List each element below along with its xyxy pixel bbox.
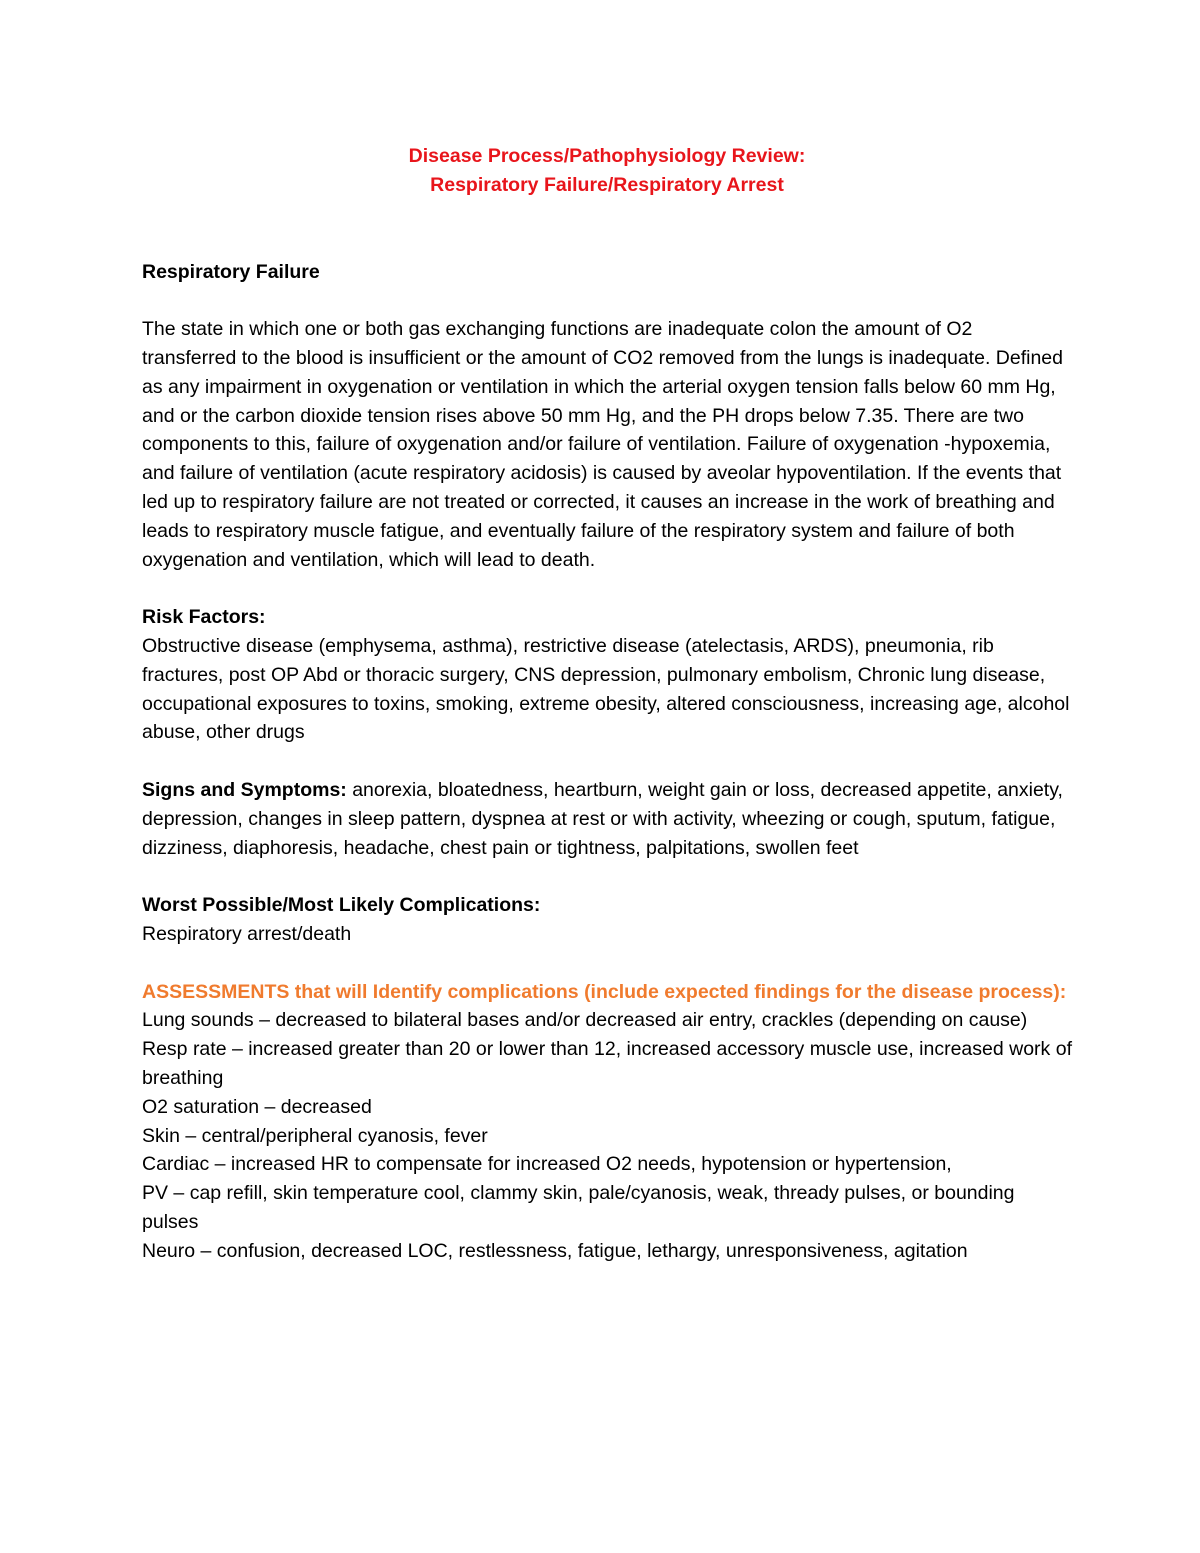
document-title bbox=[142, 142, 1072, 200]
assessment-item: Neuro – confusion, decreased LOC, restlessness, fatigue, lethargy, unresponsiveness, agitation bbox=[142, 1239, 968, 1262]
title-line-1: Disease Process/Pathophysiology Review: bbox=[408, 145, 806, 167]
assessment-item: Skin – central/peripheral cyanosis, fever bbox=[142, 1124, 488, 1147]
respiratory-failure-heading: Respiratory Failure bbox=[142, 260, 320, 283]
risk-factors-body: Obstructive disease (emphysema, asthma), restrictive disease (atelectasis, ARDS), pneumonia, rib fractures, post OP Abd or thoracic surgery, CNS depression, pulmonary embolism, Chronic lung disease, occupational exposures to toxins, smoking, extreme obesity, altered consciousness, increasing age, alcohol abuse, other drugs bbox=[142, 634, 1070, 744]
complications-body: Respiratory arrest/death bbox=[142, 922, 352, 945]
assessment-item: Cardiac – increased HR to compensate for increased O2 needs, hypotension or hypertension, bbox=[142, 1153, 952, 1176]
assessment-item: O2 saturation – decreased bbox=[142, 1095, 372, 1118]
respiratory-failure-body: The state in which one or both gas exchanging functions are inadequate colon the amount of O2 transferred to the blood is insufficient or the amount of CO2 removed from the lungs is inadequate. Defined as any impairment in oxygenation or ventilation in which the arterial oxygen tension falls below 60 mm Hg, and or the carbon dioxide tension rises above 50 mm Hg, and the PH drops below 7.35. There are two components to this, failure of oxygenation and/or failure of ventilation. Failure of oxygenation -hypoxemia, and failure of ventilation (acute respiratory acidosis) is caused by aveolar hypoventilation. If the events that led up to respiratory failure are not treated or corrected, it causes an increase in the work of breathing and leads to respiratory muscle fatigue, and eventually failure of the respiratory system and failure of both oxygenation and ventilation, which will lead to death. bbox=[142, 318, 1063, 571]
signs-symptoms-body: anorexia, bloatedness, heartburn, weight gain or loss, decreased appetite, anxiety, depression, changes in sleep pattern, dyspnea at rest or with activity, wheezing or cough, sputum, fatigue, dizziness, diaphoresis, headache, chest pain or tightness, palpitations, swollen feet bbox=[142, 778, 1063, 859]
assessment-item: Resp rate – increased greater than 20 or lower than 12, increased accessory muscle use, increased work of breathing bbox=[142, 1038, 1072, 1089]
assessment-item: Lung sounds – decreased to bilateral bases and/or decreased air entry, crackles (depending on cause) bbox=[142, 1009, 1028, 1032]
complications-heading: Worst Possible/Most Likely Complications: bbox=[142, 894, 541, 917]
document-page bbox=[142, 142, 1072, 1265]
risk-factors-heading: Risk Factors: bbox=[142, 606, 266, 629]
signs-symptoms-paragraph bbox=[142, 776, 1072, 862]
signs-symptoms-heading: Signs and Symptoms: bbox=[142, 778, 347, 801]
assessment-item: PV – cap refill, skin temperature cool, clammy skin, pale/cyanosis, weak, thready pulses, or bounding pulses bbox=[142, 1182, 1015, 1233]
assessments-heading: ASSESSMENTS that will Identify complications (include expected findings for the disease process): bbox=[142, 980, 1067, 1003]
title-line-2: Respiratory Failure/Respiratory Arrest bbox=[430, 173, 784, 196]
